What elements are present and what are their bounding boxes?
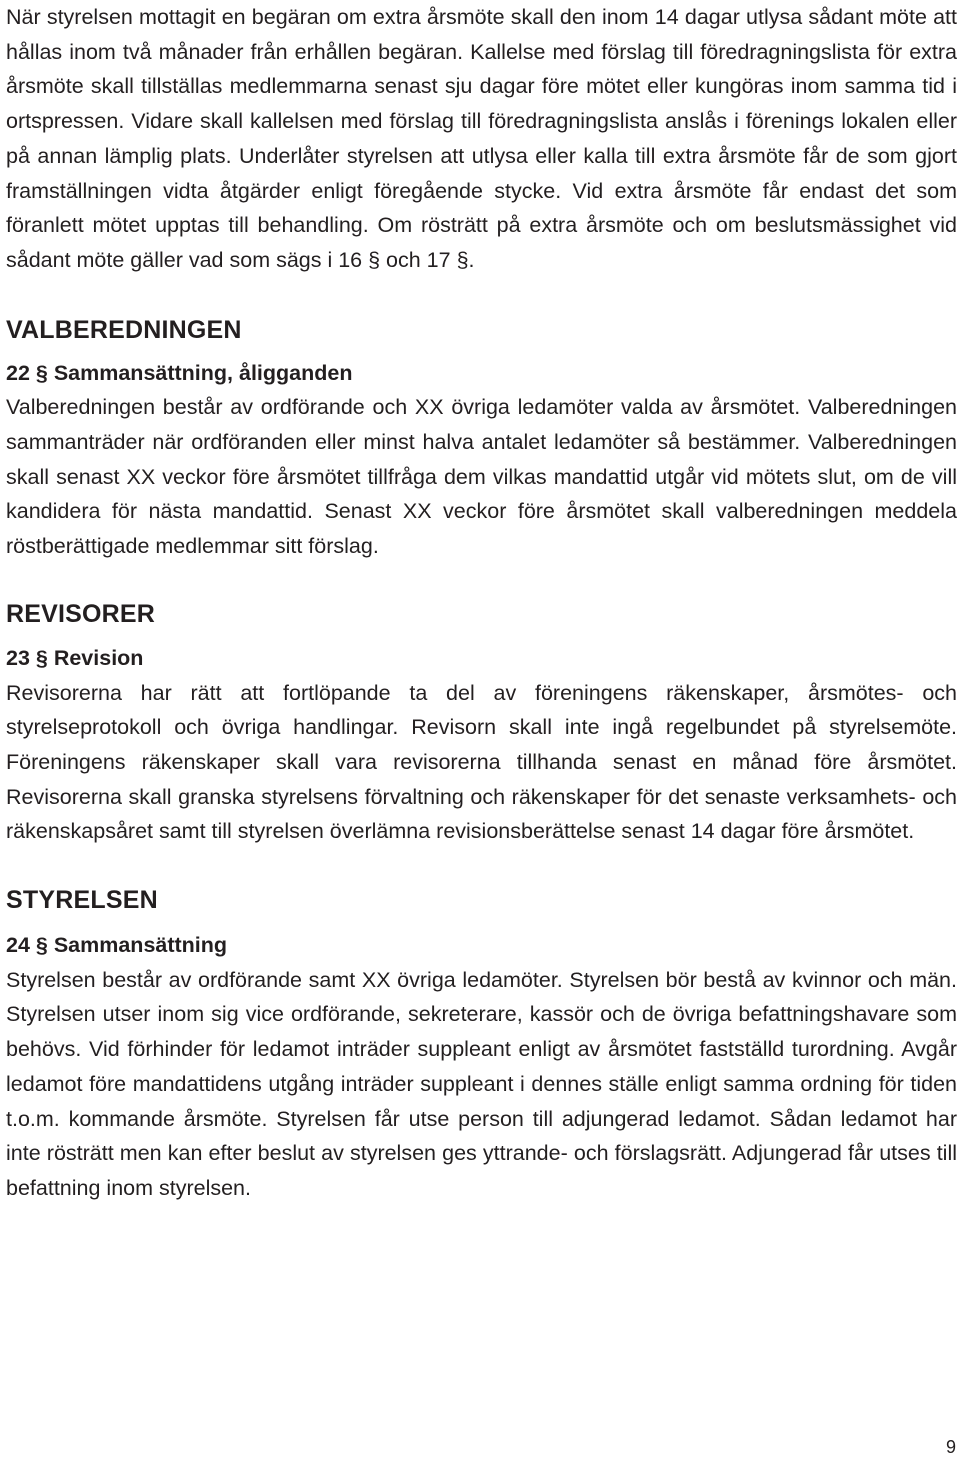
paragraph-23-heading: 23 § Revision: [6, 645, 144, 670]
section-heading-valberedningen: VALBEREDNINGEN: [6, 315, 242, 344]
document-page: [6, 0, 957, 1206]
page-number: 9: [945, 1437, 956, 1457]
paragraph-24-text: Styrelsen består av ordförande samt XX övriga ledamöter. Styrelsen bör bestå av kvinnor och män. Styrelsen utser inom sig vice ordförande, sekreterare, kassör och de övriga befattningshavare som behövs. Vid förhinder för ledamot inträder suppleant enligt av årsmötet fastställd turordning. Avgår ledamot före mandattidens utgång inträder suppleant i dennes ställe enligt samma ordning för tiden t.o.m. kommande årsmöte. Styrelsen får utse person till adjungerad ledamot. Sådan ledamot har inte rösträtt men kan efter beslut av styrelsen ges yttrande- och förslagsrätt. Adjungerad får utses till befattning inom styrelsen.: [6, 967, 957, 1200]
section-heading-revisorer: REVISORER: [6, 599, 156, 628]
intro-paragraph: När styrelsen mottagit en begäran om extra årsmöte skall den inom 14 dagar utlysa sådant möte att hållas inom två månader från erhållen begäran. Kallelse med förslag till föredragningslista för extra årsmöte skall tillställas medlemmarna senast sju dagar före mötet eller kungöras inom samma tid i ortspressen. Vidare skall kallelsen med förslag till föredragningslista anslås i förenings lokalen eller på annan lämplig plats. Underlåter styrelsen att utlysa eller kalla till extra årsmöte får de som gjort framställningen vidta åtgärder enligt föregående stycke. Vid extra årsmöte får endast det som föranlett mötet upptas till behandling. Om rösträtt på extra årsmöte och om beslutsmässighet vid sådant möte gäller vad som sägs i 16 § och 17 §.: [6, 5, 957, 272]
section-heading-styrelsen: STYRELSEN: [6, 886, 158, 915]
paragraph-22-text: Valberedningen består av ordförande och XX övriga ledamöter valda av årsmötet. Valberedningen sammanträder när ordföranden eller minst halva antalet ledamöter så bestämmer. Valberedningen skall senast XX veckor före årsmötet tillfråga dem vilkas mandattid utgår vid mötets slut, om de vill kandidera för nästa mandattid. Senast XX veckor före årsmötet skall valberedningen meddela röstberättigade medlemmar sitt förslag.: [6, 395, 957, 559]
paragraph-23-text: Revisorerna har rätt att fortlöpande ta del av föreningens räkenskaper, årsmötes- och styrelseprotokoll och övriga handlingar. Revisorn skall inte ingå regelbundet på styrelsemöte. Föreningens räkenskaper skall vara revisorerna tillhanda senast en månad före årsmötet. Revisorerna skall granska styrelsens förvaltning och räkenskaper för det senaste verksamhets- och räkenskapsåret samt till styrelsen överlämna revisionsberättelse senast 14 dagar före årsmötet.: [6, 680, 957, 844]
paragraph-24-heading: 24 § Sammansättning: [6, 933, 228, 958]
paragraph-22-heading: 22 § Sammansättning, åligganden: [6, 360, 353, 385]
